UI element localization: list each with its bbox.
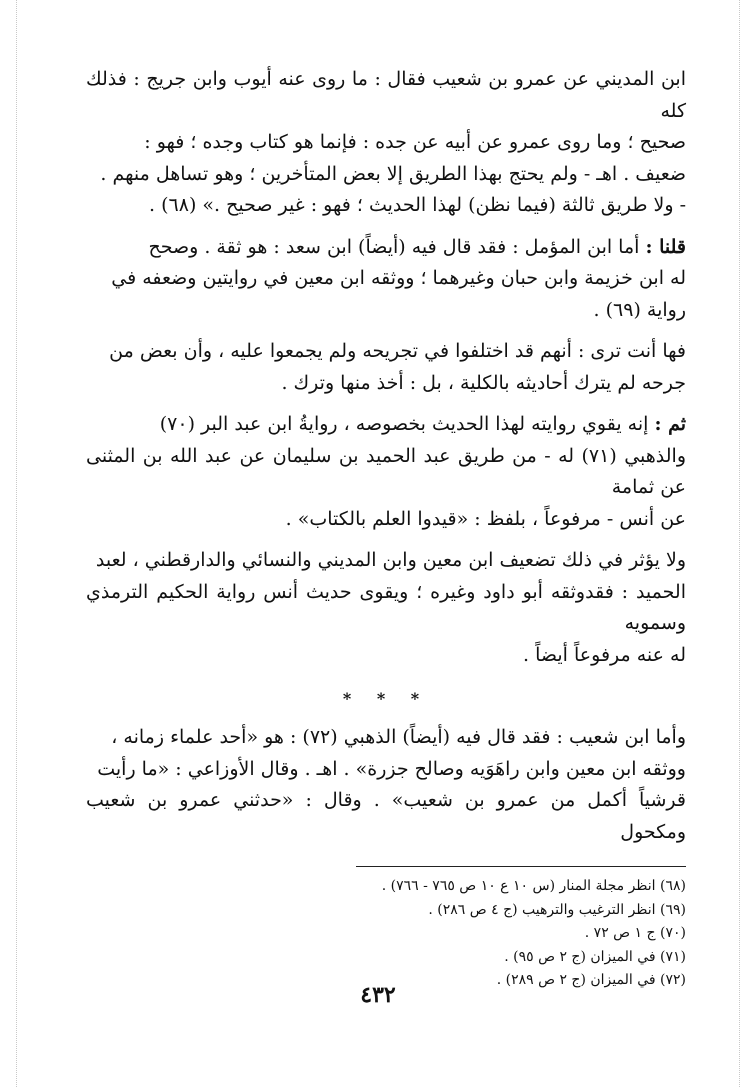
text-line: - ولا طريق ثالثة (فيما نظن) لهذا الحديث ؛ فهو : غير صحيح .» (٦٨) . — [149, 194, 686, 216]
text-line: جرحه لم يترك أحاديثه بالكلية ، بل : أخذ منها وترك . — [281, 371, 686, 394]
text-line — [86, 232, 686, 264]
text-line: له ابن خزيمة وابن حبان وغيرهما ؛ ووثقه ابن معين في روايتين وضعفه في — [111, 267, 686, 289]
section-separator: * * * — [342, 689, 430, 708]
text-line: رواية (٦٩) . — [593, 298, 686, 321]
text-line: صحيح ؛ وما روى عمرو عن أبيه عن جده : فإنما هو كتاب وجده ؛ فهو : — [144, 131, 686, 153]
paragraph-5 — [86, 545, 686, 671]
footnote: (٧٠) ج ١ ص ٧٢ . — [584, 925, 686, 941]
footnotes — [86, 875, 686, 993]
lead-word: ثم : — [654, 413, 686, 435]
text-line: ووثقه ابن معين وابن راهَوَيه وصالح جزرة» . اهـ . وقال الأوزاعي : «ما رأيت — [97, 757, 686, 780]
text-line: ابن المديني عن عمرو بن شعيب فقال : ما روى عنه أيوب وابن جريج : فذلك كله — [86, 68, 686, 122]
lead-word: قلنا : — [645, 235, 686, 258]
text-line-rest: إنه يقوي روايته لهذا الحديث بخصوصه ، روايةُ ابن عبد البر (٧٠) — [159, 413, 655, 435]
text-line: ولا يؤثر في ذلك تضعيف ابن معين وابن المديني والنسائي والدارقطني ، لعبد — [95, 549, 686, 571]
footnote-divider — [356, 866, 686, 867]
text-line: الحميد : فقدوثقه أبو داود وغيره ؛ ويقوى حديث أنس رواية الحكيم الترمذي وسمويه — [86, 580, 686, 634]
footnote: (٦٨) انظر مجلة المنار (س ١٠ ع ١٠ ص ٧٦٥ - ٧٦٦) . — [381, 878, 686, 894]
footnote: (٧١) في الميزان (ج ٢ ص ٩٥) . — [504, 948, 686, 965]
text-line: والذهبي (٧١) له - من طريق عبد الحميد بن سليمان عن عبد الله بن المثنى عن ثمامة — [86, 444, 687, 498]
paragraph-1 — [86, 64, 686, 222]
footnote: (٧٢) في الميزان (ج ٢ ص ٢٨٩) . — [496, 972, 686, 988]
text-line: قرشياً أكمل من عمرو بن شعيب» . وقال : «حدثني عمرو بن شعيب ومكحول — [86, 789, 686, 843]
text-line: فها أنت ترى : أنهم قد اختلفوا في تجريحه ولم يجمعوا عليه ، وأن بعض من — [109, 340, 686, 362]
footnote: (٦٩) انظر الترغيب والترهيب (ج ٤ ص ٢٨٦) . — [428, 901, 686, 918]
paragraph-4 — [86, 409, 686, 535]
paragraph-2 — [86, 232, 686, 327]
text-line: له عنه مرفوعاً أيضاً . — [523, 643, 686, 666]
left-margin-guide — [16, 0, 17, 1087]
text-line: عن أنس - مرفوعاً ، بلفظ : «قيدوا العلم بالكتاب» . — [285, 507, 686, 530]
right-margin-guide — [739, 0, 740, 1087]
page-number: ٤٣٢ — [360, 982, 396, 1008]
paragraph-3 — [86, 336, 686, 399]
text-line: ضعيف . اهـ - ولم يحتج بهذا الطريق إلا بعض المتأخرين ؛ وهو تساهل منهم . — [100, 162, 686, 185]
text-line: وأما ابن شعيب : فقد قال فيه (أيضاً) الذهبي (٧٢) : هو «أحد علماء زمانه ، — [111, 726, 686, 748]
text-line-rest: أما ابن المؤمل : فقد قال فيه (أيضاً) ابن سعد : هو ثقة . وصحح — [148, 235, 646, 258]
paragraph-6 — [86, 722, 686, 848]
page-body — [86, 64, 686, 993]
text-line — [86, 409, 686, 441]
